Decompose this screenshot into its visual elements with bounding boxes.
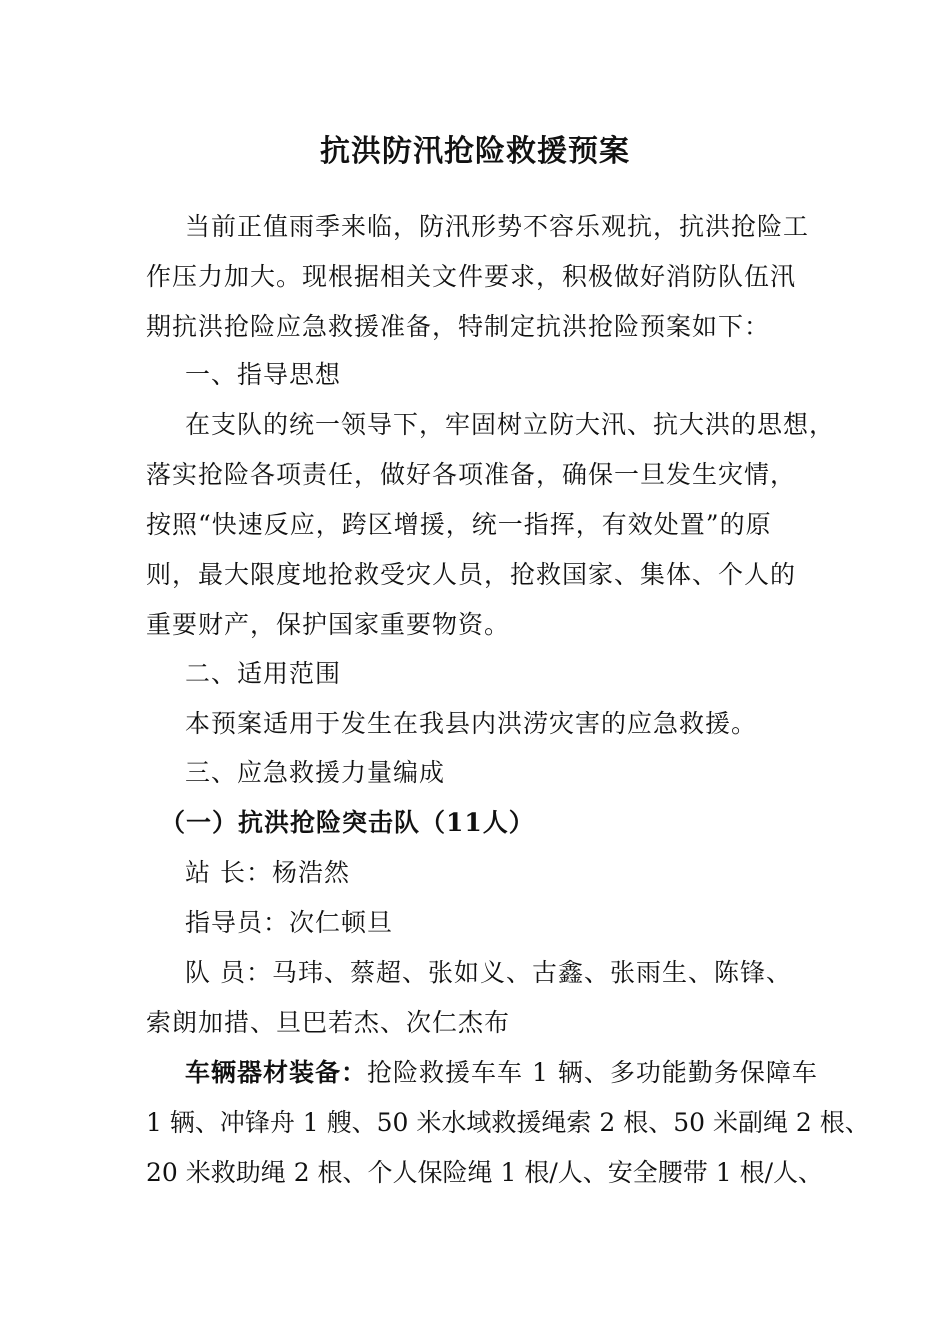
paragraph-line: 落实抢险各项责任，做好各项准备，确保一旦发生灾情， — [146, 460, 797, 489]
equipment-label: 车辆器材装备： — [185, 1058, 368, 1087]
equipment-line — [185, 1055, 818, 1091]
roster-line: 索朗加措、旦巴若杰、次仁杰布 — [146, 1008, 511, 1037]
section-heading: 三、应急救援力量编成 — [185, 758, 446, 787]
paragraph-line: 在支队的统一领导下，牢固树立防大汛、抗大洪的思想， — [185, 410, 836, 439]
paragraph-line: 期抗洪抢险应急救援准备，特制定抗洪抢险预案如下： — [146, 312, 771, 341]
equipment-line: 1 辆、冲锋舟 1 艘、50 米水域救援绳索 2 根、50 米副绳 2 根、 — [146, 1108, 870, 1137]
roster-line: 指导员：次仁顿旦 — [185, 908, 394, 937]
paragraph-line: 则，最大限度地抢救受灾人员，抢救国家、集体、个人的 — [146, 560, 797, 589]
section-heading: 二、适用范围 — [185, 659, 342, 688]
equipment-line: 20 米救助绳 2 根、个人保险绳 1 根/人、安全腰带 1 根/人、 — [146, 1158, 824, 1187]
section-heading: 一、指导思想 — [185, 360, 342, 389]
document-title: 抗洪防汛抢险救援预案 — [320, 134, 630, 169]
paragraph-line: 当前正值雨季来临，防汛形势不容乐观抗，抗洪抢险工 — [185, 212, 810, 241]
paragraph-line: 本预案适用于发生在我县内洪涝灾害的应急救援。 — [185, 709, 758, 738]
roster-line: 队 员：马玮、蔡超、张如义、古鑫、张雨生、陈锋、 — [185, 958, 792, 987]
paragraph-line: 作压力加大。现根据相关文件要求，积极做好消防队伍汛 — [146, 262, 797, 291]
roster-line: 站 长：杨浩然 — [185, 858, 350, 887]
paragraph-line: 按照“快速反应，跨区增援，统一指挥，有效处置”的原 — [146, 510, 772, 539]
paragraph-line: 重要财产，保护国家重要物资。 — [146, 610, 511, 639]
equipment-text: 抢险救援车车 1 辆、多功能勤务保障车 — [367, 1058, 818, 1087]
subsection-heading: （一）抗洪抢险突击队（11人） — [160, 808, 535, 837]
